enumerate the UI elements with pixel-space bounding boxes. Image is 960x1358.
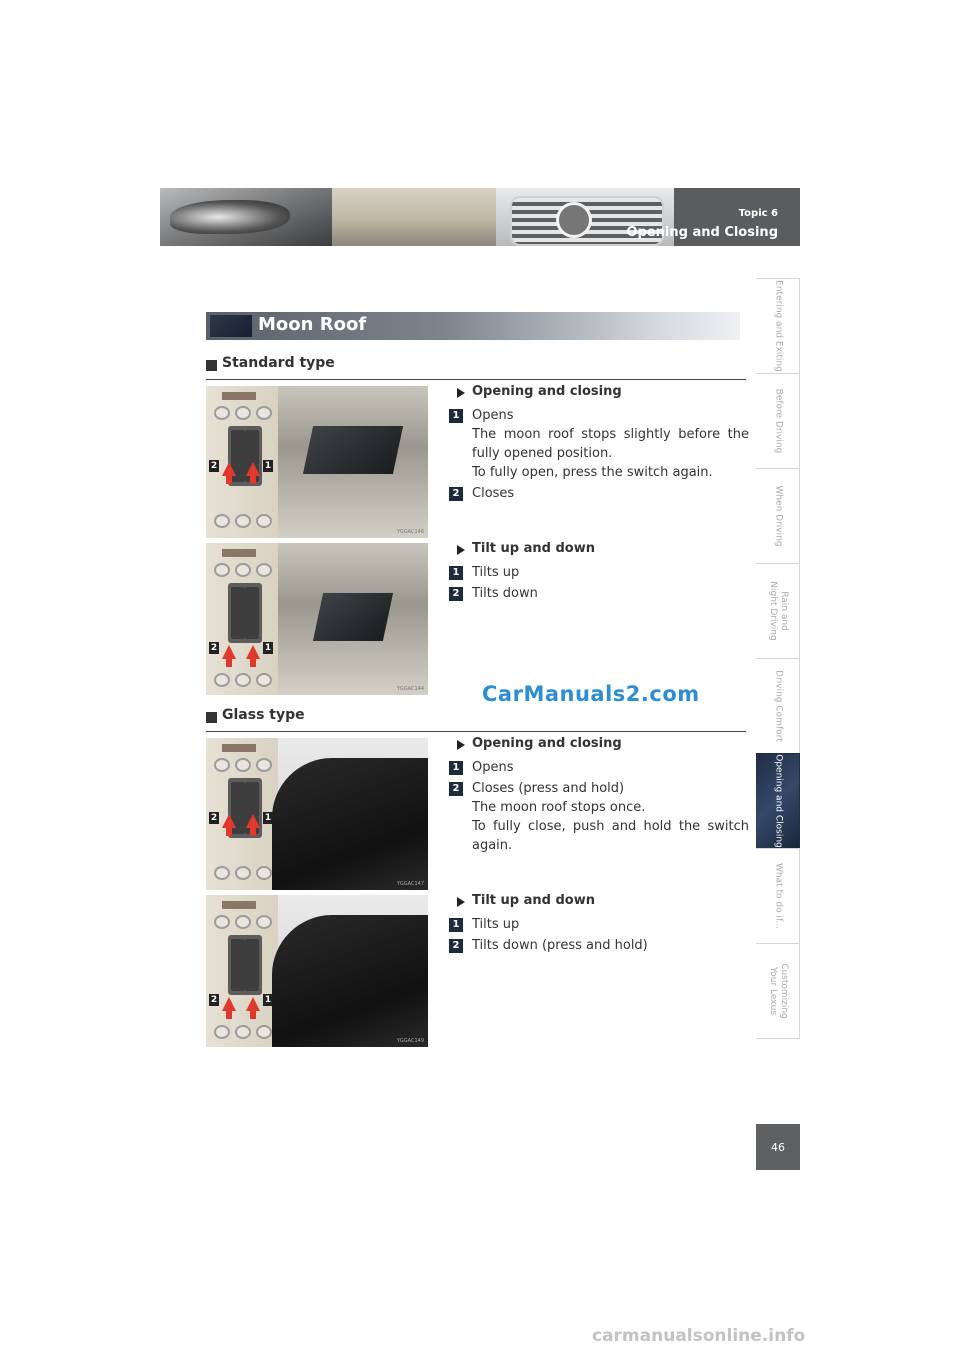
subsection-heading-standard: [206, 355, 746, 380]
page-number: 46: [756, 1124, 800, 1170]
operation-heading: Opening and closing: [449, 384, 749, 404]
moon-roof-photo: [278, 543, 428, 695]
step-text: Tilts up: [472, 917, 520, 932]
tab-customizing-your-lexus[interactable]: [756, 943, 800, 1039]
step-text: Opens: [472, 760, 514, 775]
tab-label: Rain and Night Driving: [767, 581, 789, 641]
interior-photo: [332, 188, 496, 246]
section-title-bar: [206, 312, 740, 340]
figure-code: YGGAC147: [396, 881, 424, 887]
step-detail: The moon roof stops once.: [472, 800, 646, 815]
tab-label: What to do if...: [773, 862, 783, 930]
tab-label: Entering and Exiting: [773, 280, 783, 372]
subsection-heading-glass: [206, 707, 746, 732]
steps-standard-tilt: [449, 541, 749, 603]
step-detail: To fully close, push and hold the switch again.: [472, 819, 749, 853]
switch-panel: [206, 543, 278, 695]
figure-label: 2: [210, 995, 218, 1005]
car-roof-photo: [278, 895, 428, 1047]
step-item: [449, 406, 749, 425]
tab-opening-and-closing[interactable]: [756, 753, 800, 848]
tab-label: Customizing Your Lexus: [767, 963, 789, 1019]
operation-heading: Tilt up and down: [449, 893, 749, 913]
step-detail: The moon roof stops slightly before the fully opened position.: [472, 427, 749, 461]
topic-title: Opening and Closing: [626, 225, 778, 240]
steps-glass-open-close: [449, 736, 749, 855]
header-banner: [160, 188, 800, 246]
step-text: Closes: [472, 486, 515, 501]
tab-entering-and-exiting[interactable]: [756, 278, 800, 373]
step-number: 1: [449, 566, 463, 580]
side-tab-list: [756, 278, 800, 1039]
step-number: 2: [449, 487, 463, 501]
figure-code: YGGAC149: [396, 1038, 424, 1044]
step-item: [449, 779, 749, 798]
switch-panel: [206, 895, 278, 1047]
subsection-title: Standard type: [222, 355, 335, 371]
square-bullet-icon: [206, 360, 217, 371]
figure-label: 2: [210, 813, 218, 823]
headlight-photo: [160, 188, 332, 246]
step-item: [449, 484, 749, 503]
step-item: [449, 758, 749, 777]
figure-standard-open-close: [206, 386, 428, 538]
tab-driving-comfort[interactable]: [756, 658, 800, 753]
section-title: Moon Roof: [258, 314, 367, 335]
figure-label: 1: [264, 813, 272, 823]
figure-standard-tilt: [206, 543, 428, 695]
square-bullet-icon: [206, 712, 217, 723]
section-thumbnail: [210, 315, 252, 337]
figure-label: 1: [264, 461, 272, 471]
switch-panel: [206, 738, 278, 890]
moon-roof-photo: [278, 386, 428, 538]
step-text: Opens: [472, 408, 514, 423]
topic-label: Topic 6: [738, 208, 778, 219]
steps-glass-tilt: [449, 893, 749, 955]
figure-label: 2: [210, 461, 218, 471]
switch-panel: [206, 386, 278, 538]
tab-label: Opening and Closing: [773, 754, 783, 848]
tab-label: When Driving: [773, 485, 783, 547]
step-text: Tilts down: [472, 586, 538, 601]
lexus-logo-icon: [556, 202, 592, 238]
step-item: [449, 563, 749, 582]
step-number: 1: [449, 918, 463, 932]
tab-what-to-do-if[interactable]: [756, 848, 800, 943]
step-item: [449, 936, 749, 955]
tab-when-driving[interactable]: [756, 468, 800, 563]
step-text: Tilts up: [472, 565, 520, 580]
steps-standard-open-close: [449, 384, 749, 503]
step-detail: To fully open, press the switch again.: [472, 465, 713, 480]
figure-label: 1: [264, 643, 272, 653]
tab-before-driving[interactable]: [756, 373, 800, 468]
watermark-carmanuals2: CarManuals2.com: [482, 682, 700, 706]
tab-rain-and-night-driving[interactable]: [756, 563, 800, 658]
step-number: 1: [449, 409, 463, 423]
figure-glass-tilt: [206, 895, 428, 1047]
step-item: [449, 584, 749, 603]
tab-label: Before Driving: [773, 388, 783, 454]
figure-label: 1: [264, 995, 272, 1005]
step-number: 2: [449, 782, 463, 796]
step-number: 2: [449, 587, 463, 601]
figure-label: 2: [210, 643, 218, 653]
figure-code: YGGAC144: [396, 686, 424, 692]
car-roof-photo: [278, 738, 428, 890]
figure-glass-open-close: [206, 738, 428, 890]
operation-heading: Opening and closing: [449, 736, 749, 756]
figure-code: YGGAC146: [396, 529, 424, 535]
tab-label: Driving Comfort: [773, 670, 783, 742]
operation-heading: Tilt up and down: [449, 541, 749, 561]
step-item: [449, 915, 749, 934]
subsection-title: Glass type: [222, 707, 305, 723]
step-number: 2: [449, 939, 463, 953]
step-number: 1: [449, 761, 463, 775]
step-text: Closes (press and hold): [472, 781, 625, 796]
step-text: Tilts down (press and hold): [472, 938, 648, 953]
watermark-carmanualsonline: carmanualsonline.info: [592, 1326, 806, 1346]
